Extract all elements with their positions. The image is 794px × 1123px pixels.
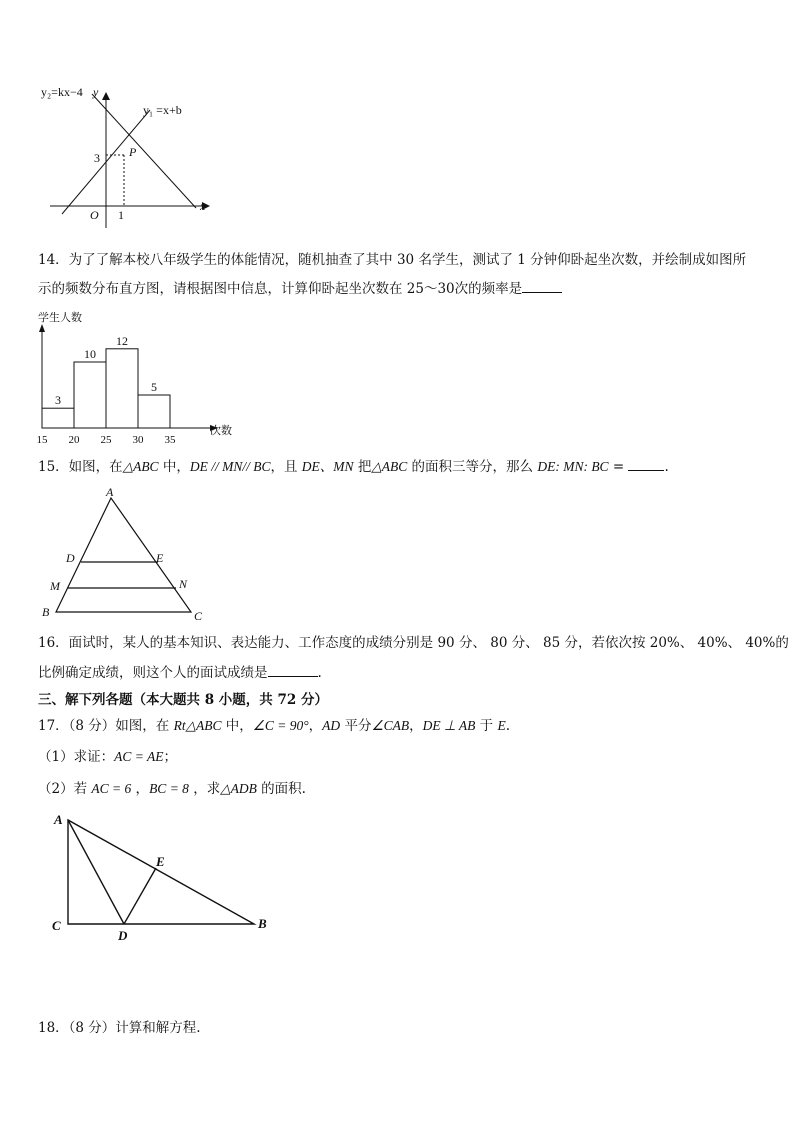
vertex-c: C: [52, 918, 61, 933]
q17-part2: [38, 779, 306, 799]
q16-line1: 16．面试时，某人的基本知识、表达能力、工作态度的成绩分别是 90 分、 80 分、 85 分，若依次按 20%、 40%、 40%的: [38, 635, 789, 651]
hist-y-axis-arrow: [39, 324, 45, 332]
q14-line2: [38, 278, 562, 299]
point-n: N: [179, 577, 188, 591]
hist-tick-label: 35: [164, 434, 176, 446]
q17-h1: 17．（8 分）如图，在: [38, 718, 174, 734]
hist-bar-20-25: [74, 362, 106, 428]
hist-bar-30-35: [138, 395, 170, 428]
point-m: M: [50, 579, 60, 593]
q15-mid4: 的面积三等分，那么: [407, 459, 538, 475]
origin-label: O: [90, 208, 99, 222]
hist-tick-label: 25: [100, 434, 112, 446]
hist-y-label: 学生人数: [38, 312, 82, 324]
hist-tick-label: 20: [68, 434, 80, 446]
q15-triangle: △ABC: [122, 459, 159, 474]
point-e: E: [156, 551, 164, 565]
tick-x-1: 1: [118, 208, 124, 222]
y1-label: y₁ =x+b: [143, 103, 182, 117]
q17-e: E: [497, 718, 506, 733]
q17-p2-end: 的面积.: [256, 781, 306, 797]
q17-p2-mid: ，: [131, 781, 150, 797]
triangle-abc-figure: [36, 484, 216, 624]
y2-label: y₂=kx−4: [41, 85, 83, 99]
q15-mid2: ，且: [270, 459, 302, 475]
vertex-c: C: [194, 609, 203, 623]
q17-p1-end: ；: [163, 749, 177, 765]
q17-p2-tri: △ADB: [220, 781, 257, 796]
vertex-a: A: [54, 812, 63, 827]
q14-line1: 14．为了了解本校八年级学生的体能情况，随机抽查了其中 30 名学生，测试了 1 分钟仰卧起坐次数，并绘制成如图所: [38, 252, 747, 268]
right-triangle-figure: [46, 806, 286, 946]
q17-rt-triangle: Rt△ABC: [173, 718, 222, 733]
hist-value-label: 3: [55, 393, 61, 408]
q16-line2-text: 比例确定成绩，则这个人的面试成绩是: [38, 665, 268, 681]
q15-ratio: DE: MN: BC: [537, 459, 609, 474]
q15-triangle-2: △ABC: [371, 459, 408, 474]
hist-x-label: 次数: [210, 425, 232, 437]
triangle-abc: [56, 498, 191, 612]
q18-text: 18．（8 分）计算和解方程.: [38, 1020, 201, 1036]
q17-p1-eq: AC = AE: [114, 749, 164, 764]
q15-mid1: 中，: [158, 459, 190, 475]
hist-bar-15-20: [42, 408, 74, 428]
y-axis-arrow: [102, 92, 110, 100]
point-p-label: P: [129, 145, 137, 159]
y-axis-label: y: [93, 85, 99, 99]
vertex-a: A: [106, 485, 114, 499]
q17-p2-bc: BC = 8: [149, 781, 189, 796]
q17-ad: AD: [322, 718, 341, 733]
q17-h6: 于: [475, 718, 498, 734]
tick-y-3: 3: [94, 151, 100, 165]
hist-value-label: 5: [151, 380, 157, 394]
point-d: D: [66, 551, 75, 565]
q17-h2: 中，: [221, 718, 253, 734]
linear-functions-figure: [30, 82, 220, 232]
segment-de: [124, 868, 156, 924]
q16-end: .: [317, 665, 322, 681]
q17-h3: ，: [308, 718, 323, 734]
q15-eq: =: [608, 459, 629, 475]
answer-blank-q16[interactable]: [268, 662, 318, 677]
vertex-b: B: [258, 916, 267, 931]
hist-ticks: [37, 434, 177, 446]
q17-p2-pre: （2）若: [38, 781, 92, 797]
q17-h4: 平分: [340, 718, 372, 734]
hist-value-label: 12: [116, 333, 128, 348]
q15-parallel: DE // MN// BC: [189, 459, 271, 474]
q15-prefix: 15．如图，在: [38, 459, 123, 475]
point-e: E: [156, 854, 165, 869]
q17-p2-ac: AC = 6: [91, 781, 132, 796]
q17-cab: ∠CAB: [371, 718, 410, 733]
q15-end: .: [664, 459, 669, 475]
q16-line2: [38, 662, 322, 683]
q15-segments: DE、MN: [301, 459, 354, 474]
q17-head: [38, 716, 510, 736]
x-axis-label: x: [200, 199, 206, 213]
frequency-histogram: [30, 306, 250, 446]
q17-p1-pre: （1）求证：: [38, 749, 115, 765]
q15-text: [38, 456, 669, 477]
section-3-heading: 三、解下列各题（本大题共 8 小题，共 72 分）: [38, 692, 328, 708]
q17-angle: ∠C = 90°: [252, 718, 309, 733]
answer-blank-q14[interactable]: [522, 278, 562, 293]
q17-p2-mid2: ，求: [188, 781, 221, 797]
vertex-b: B: [42, 605, 50, 619]
q17-h7: .: [505, 718, 510, 734]
hist-tick-label: 15: [36, 434, 48, 446]
point-d: D: [118, 928, 128, 943]
q17-part1: [38, 747, 177, 767]
hist-bar-25-30: [106, 349, 138, 428]
answer-blank-q15[interactable]: [628, 456, 664, 471]
hist-value-label: 10: [84, 347, 96, 361]
q14-line2-text: 示的频数分布直方图，请根据图中信息，计算仰卧起坐次数在 25～30次的频率是: [38, 281, 523, 297]
hist-tick-label: 30: [132, 434, 144, 446]
q17-de-perp: DE ⊥ AB: [422, 718, 476, 733]
q15-mid3: 把: [353, 459, 372, 475]
q17-h5: ，: [409, 718, 423, 734]
hist-bars: [42, 334, 170, 428]
